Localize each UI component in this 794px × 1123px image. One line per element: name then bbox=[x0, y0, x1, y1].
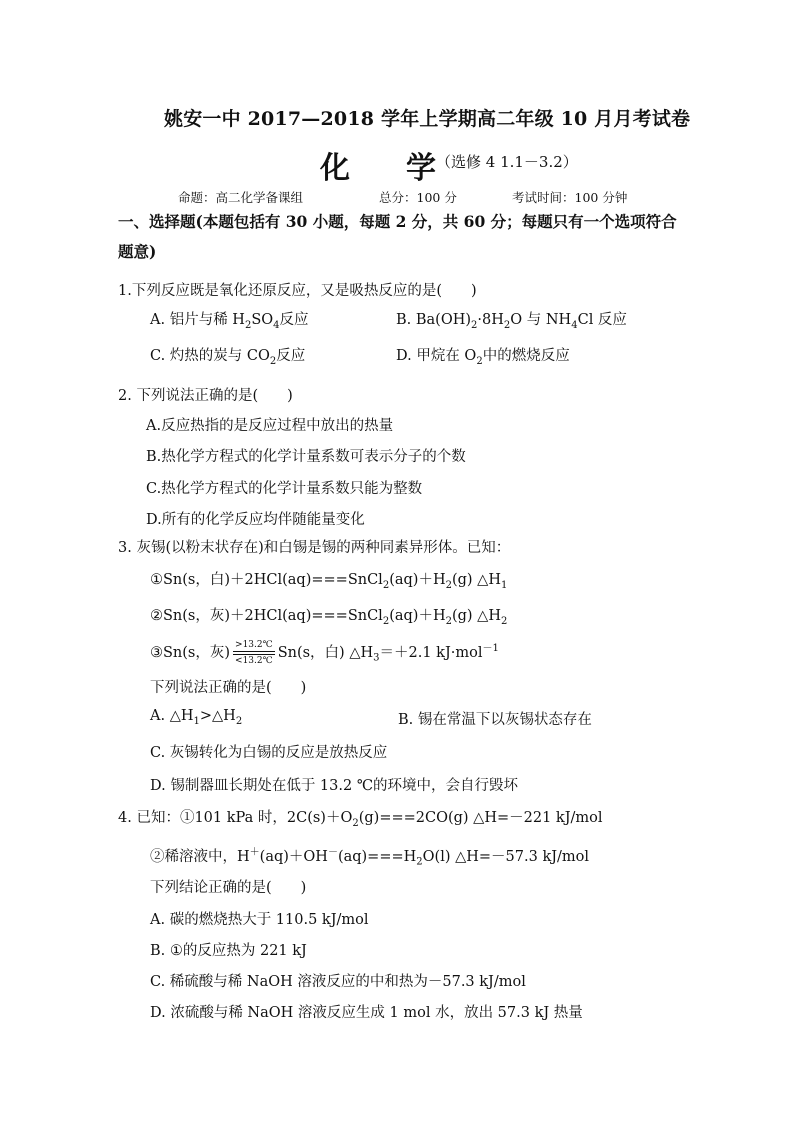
q4-given-1: 4. 已知：①101 kPa 时，$2C(s)+O_2(g)===2CO(g)$ △H=－221 kJ/mol bbox=[118, 810, 603, 829]
meta-setter: 命题：高二化学备课组 bbox=[178, 190, 304, 205]
q3-reaction-2: ②Sn(s，灰)$+2HCl(aq)===SnCl_2(aq)+H_2(g)$ $\triangle H_2$ bbox=[150, 608, 508, 627]
q1-option-d: D. 甲烷在 $O_2$中的燃烧反应 bbox=[396, 348, 570, 367]
q2-option-d: D.所有的化学反应均伴随能量变化 bbox=[146, 512, 365, 528]
q3-ask: 下列说法正确的是( ) bbox=[150, 680, 307, 696]
q3-reaction-1: ①Sn(s，白)$+2HCl(aq)===SnCl_2(aq)+H_2(g)$ $\triangle H_1$ bbox=[150, 572, 508, 591]
q4-option-c: C. 稀硫酸与稀 NaOH 溶液反应的中和热为－57.3 kJ/mol bbox=[150, 974, 526, 990]
q1-option-a: A. 铝片与稀 $H_2SO_4$反应 bbox=[150, 312, 309, 331]
subject-note: （选修 4 1.1－3.2） bbox=[436, 153, 578, 171]
section-heading-line1: 一、选择题(本题包括有 30 小题，每题 2 分，共 60 分；每题只有一个选项符合 bbox=[118, 212, 677, 231]
q4-given-2: ②稀溶液中，$H^+(aq)+OH^-(aq)===H_2O(l)$ △H=－57.3 kJ/mol bbox=[150, 847, 590, 868]
meta-time: 考试时间：100 分钟 bbox=[512, 190, 628, 205]
q3-option-d: D. 锡制器皿长期处在低于 13.2 ℃的环境中，会自行毁坏 bbox=[150, 778, 519, 794]
subject-char-1: 化 bbox=[320, 151, 350, 186]
section-heading-line2: 题意) bbox=[118, 242, 157, 261]
exam-title: 姚安一中 2017—2018 学年上学期高二年级 10 月月考试卷 bbox=[164, 108, 691, 130]
q4-option-b: B. ①的反应热为 221 kJ bbox=[150, 943, 307, 959]
q3-reaction-3: ③Sn(s，灰) >13.2℃ <13.2℃ Sn(s，白) $\triangle H_3=+2.1$ kJ·mol$^{-1}$ bbox=[150, 639, 499, 666]
q3-option-b: B. 锡在常温下以灰锡状态存在 bbox=[398, 712, 592, 728]
q3-option-c: C. 灰锡转化为白锡的反应是放热反应 bbox=[150, 745, 388, 761]
q1-stem: 1.下列反应既是氧化还原反应，又是吸热反应的是( ) bbox=[118, 283, 477, 299]
meta-score: 总分：100 分 bbox=[379, 190, 457, 205]
q4-ask: 下列结论正确的是( ) bbox=[150, 880, 307, 896]
q2-stem: 2. 下列说法正确的是( ) bbox=[118, 388, 293, 404]
q3-option-a: A. $\triangle H_1>\triangle H_2$ bbox=[150, 708, 243, 727]
q4-option-a: A. 碳的燃烧热大于 110.5 kJ/mol bbox=[150, 912, 369, 928]
q1-option-c: C. 灼热的炭与 $CO_2$反应 bbox=[150, 348, 306, 367]
q3-stem: 3. 灰锡(以粉末状存在)和白锡是锡的两种同素异形体。已知： bbox=[118, 540, 511, 556]
subject-char-2: 学 bbox=[406, 151, 436, 186]
q4-option-d: D. 浓硫酸与稀 NaOH 溶液反应生成 1 mol 水，放出 57.3 kJ 热量 bbox=[150, 1005, 583, 1021]
q2-option-b: B.热化学方程式的化学计量系数可表示分子的个数 bbox=[146, 449, 466, 465]
q1-option-b: B. $Ba(OH)_2\cdot 8H_2O$ 与 $NH_4Cl$ 反应 bbox=[396, 312, 627, 331]
equilibrium-arrow: >13.2℃ <13.2℃ bbox=[235, 639, 273, 666]
q2-option-a: A.反应热指的是反应过程中放出的热量 bbox=[146, 418, 394, 434]
q2-option-c: C.热化学方程式的化学计量系数只能为整数 bbox=[146, 481, 423, 497]
